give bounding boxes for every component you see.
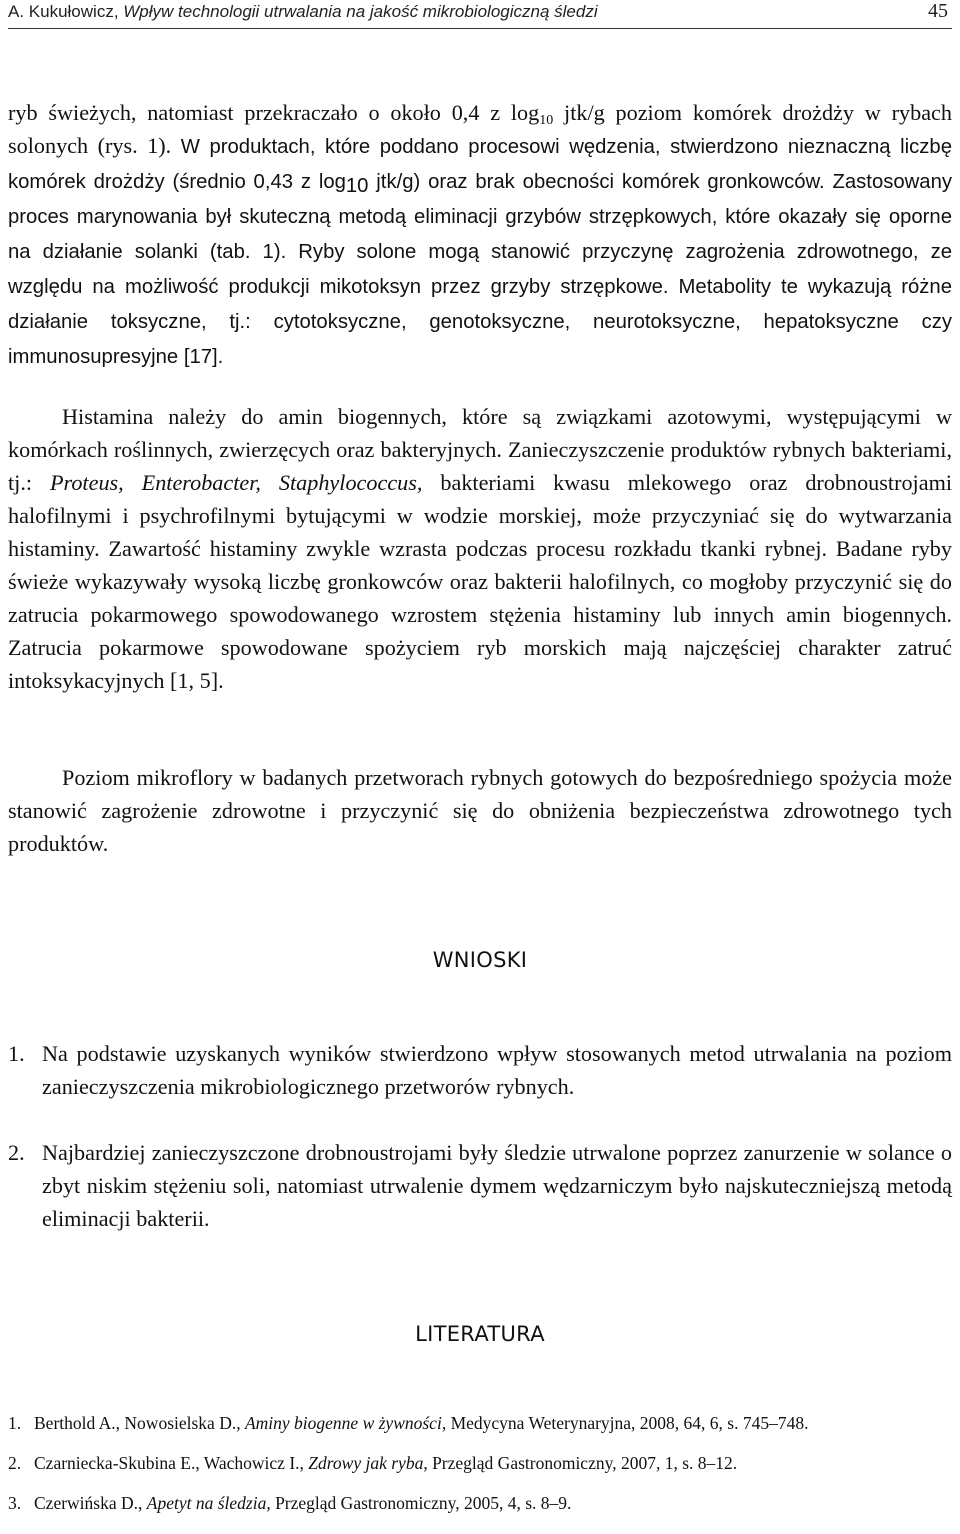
- p1-subscript-2: 10: [345, 175, 369, 197]
- running-header: [8, 2, 952, 29]
- conclusion-number: 2.: [8, 1140, 25, 1165]
- reference-source: , Przegląd Gastronomiczny, 2005, 4, s. 8–9.: [266, 1493, 572, 1513]
- header-authors: A. Kukułowicz,: [8, 2, 124, 21]
- paragraph-2: [8, 400, 952, 697]
- reference-item: [8, 1490, 952, 1516]
- p1-text-c: W produktach, które poddano procesowi wędzenia, stwierdzono nieznaczną liczbę komórek drożdży (średnio 0,43 z log: [8, 136, 952, 193]
- conclusion-text: Najbardziej zanieczyszczone drobnoustrojami były śledzie utrwalone poprzez zanurzenie w solance o zbyt niskim stężeniu soli, natomiast utrwalenie dymem wędzarniczym było najskuteczniejszą metodą eliminacji bakterii.: [42, 1140, 952, 1231]
- reference-number: 1.: [8, 1413, 22, 1433]
- reference-title: Apetyt na śledzia: [146, 1493, 267, 1513]
- header-title: Wpływ technologii utrwalania na jakość mikrobiologiczną śledzi: [123, 2, 598, 21]
- reference-authors: Berthold A., Nowosielska D.,: [34, 1413, 245, 1433]
- reference-item: [8, 1410, 952, 1436]
- reference-list: [8, 1410, 952, 1530]
- reference-item: [8, 1450, 952, 1476]
- p1-text-b: jtk/g poziom komórek drożdży w rybach solonych (rys. 1).: [8, 100, 952, 158]
- reference-number: 2.: [8, 1453, 22, 1473]
- conclusion-text: Na podstawie uzyskanych wyników stwierdzono wpływ stosowanych metod utrwalania na poziom zanieczyszczenia mikrobiologicznego przetworów rybnych.: [42, 1041, 952, 1099]
- references-heading: LITERATURA: [415, 1322, 545, 1346]
- conclusion-item: [8, 1136, 952, 1235]
- p3-text: Poziom mikroflory w badanych przetworach rybnych gotowych do bezpośredniego spożycia może stanowić zagrożenie zdrowotne i przyczynić się do obniżenia bezpieczeństwa zdrowotnego tych produktów.: [8, 765, 952, 856]
- reference-source: , Przegląd Gastronomiczny, 2007, 1, s. 8–12.: [423, 1453, 738, 1473]
- reference-title: Zdrowy jak ryba: [308, 1453, 424, 1473]
- reference-authors: Czarniecka-Skubina E., Wachowicz I.,: [34, 1453, 309, 1473]
- p1-text-d: jtk/g) oraz brak obecności komórek gronkowców. Zastosowany proces marynowania był skuteczną metodą eliminacji grzybów strzępkowych, które okazały się oporne na działanie solanki (tab. 1). Ryby solone mogą stanowić przyczynę zagrożenia zdrowotnego, ze względu na możliwość produkcji mikotoksyn przez grzyby strzępkowe. Metabolity te wykazują różne działanie toksyczne, tj.: cytotoksyczne, genotoksyczne, neurotoksyczne, hepatoksyczne czy immunosupresyjne [17].: [8, 171, 952, 368]
- page-number: 45: [928, 0, 948, 22]
- reference-authors: Czerwińska D.,: [34, 1493, 147, 1513]
- paragraph-1: [8, 96, 952, 374]
- header-citation: [8, 2, 598, 22]
- p1-subscript-1: 10: [539, 113, 554, 128]
- p2-text-a: Histamina należy do amin biogennych, które są związkami azotowymi, występującymi w komórkach roślinnych, zwierzęcych oraz bakteryjnych. Zanieczyszczenie produktów rybnych bakteriami, tj.:: [8, 404, 952, 495]
- conclusions-heading: WNIOSKI: [432, 948, 528, 972]
- p2-bacteria-names: Proteus, Enterobacter, Staphylococcus,: [49, 470, 423, 495]
- p2-text-b: bakteriami kwasu mlekowego oraz drobnoustrojami halofilnymi i psychrofilnymi bytującymi w wodzie morskiej, może przyczyniać się do wytwarzania histaminy. Zawartość histaminy zwykle wzrasta podczas procesu rozkładu tkanki rybnej. Badane ryby świeże wykazywały wysoką liczbę gronkowców oraz bakterii halofilnych, co mogłoby przyczynić się do zatrucia pokarmowego spowodowanego wzrostem stężenia histaminy lub innych amin biogennych. Zatrucia pokarmowe spowodowane spożyciem ryb morskich mają najczęściej charakter zatruć intoksykacyjnych [1, 5].: [8, 470, 952, 693]
- reference-title: Aminy biogenne w żywności: [244, 1413, 442, 1433]
- reference-number: 3.: [8, 1493, 22, 1513]
- p1-text-a: ryb świeżych, natomiast przekraczało o około 0,4 z log: [8, 100, 540, 125]
- reference-source: , Medycyna Weterynaryjna, 2008, 64, 6, s. 745–748.: [441, 1413, 809, 1433]
- conclusion-number: 1.: [8, 1041, 25, 1066]
- conclusion-item: [8, 1037, 952, 1103]
- paragraph-3: [8, 761, 952, 860]
